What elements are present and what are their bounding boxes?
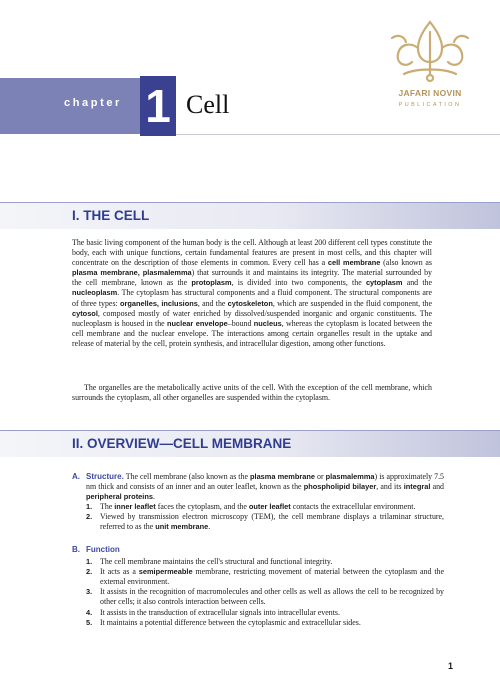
- function-list: [72, 557, 444, 628]
- subsection-letter: B.: [72, 545, 80, 554]
- key-term: plasma membrane, plasmalemma: [72, 268, 192, 278]
- chapter-title: Cell: [186, 90, 230, 119]
- text-run: , and the: [197, 298, 228, 308]
- logo-subtitle: PUBLICATION: [398, 102, 462, 108]
- key-term: integral: [403, 482, 431, 492]
- list-item: [72, 557, 444, 567]
- text-run: The cell membrane maintains the cell's structural and functional integrity.: [100, 557, 333, 567]
- key-term: plasmalemma: [325, 472, 375, 481]
- key-term: inner leaflet: [114, 502, 156, 512]
- list-number: 2.: [86, 512, 93, 522]
- text-run: (also known as: [380, 258, 432, 268]
- key-term: peripheral proteins: [86, 492, 153, 502]
- text-run: ) that surrounds it and maintains its integrity. The material surrounded by the cell membrane, known as the: [72, 268, 432, 288]
- text-run: , whereas the cytoplasm is located between the cell membrane and the nuclear envelope. The interactions among certain organelles result in the uptake and release of material by the cell, protein synthesis, and intracellular digestion, among other functions.: [72, 318, 432, 348]
- text-run: and the: [402, 278, 432, 288]
- publisher-logo: [384, 18, 476, 130]
- list-item: [72, 502, 444, 512]
- chapter-rule: [176, 134, 500, 135]
- text-run: ) is approximately 7.5 nm thick and consists of an inner and an outer leaflet, known as the: [86, 472, 445, 492]
- text-run: .: [208, 522, 211, 532]
- chapter-number: 1: [145, 80, 171, 132]
- page-number: 1: [448, 661, 454, 671]
- text-run: The cell membrane (also known as the: [123, 472, 250, 481]
- text-run: , is divided into two components, the: [231, 278, 366, 288]
- list-text: [100, 567, 444, 587]
- list-text: [100, 502, 444, 512]
- text-run: It maintains a potential difference between the cytoplasmic and extracellular sides.: [100, 617, 361, 627]
- key-term: nucleus: [253, 318, 282, 328]
- list-text: [100, 557, 444, 567]
- key-term: cytosol: [72, 308, 98, 318]
- list-text: [100, 587, 444, 607]
- key-term: protoplasm: [191, 278, 232, 288]
- list-item: [72, 587, 444, 607]
- list-number: 4.: [86, 607, 93, 617]
- logo-name: JAFARI NOVIN: [398, 88, 462, 98]
- structure-list: [72, 502, 444, 532]
- key-term: organelles, inclusions: [119, 298, 198, 308]
- text-run: membrane, restricting movement of material between the cytoplasm and the external environment.: [100, 567, 444, 587]
- key-term: unit membrane: [155, 522, 209, 532]
- text-run: . The cytoplasm has structural components and a fluid component. The structural components are of three types:: [72, 288, 432, 308]
- list-text: [100, 512, 444, 532]
- text-run: or: [314, 472, 326, 481]
- paragraph-cell-intro: [72, 238, 432, 349]
- text-run: contacts the extracellular environment.: [290, 502, 416, 512]
- subsection-intro: [86, 472, 444, 502]
- text-run: It acts as a: [100, 567, 139, 577]
- key-term: nucleoplasm: [72, 288, 118, 298]
- paragraph-organelles: The organelles are the metabolically active units of the cell. With the exception of the cell membrane, which surrounds the cytoplasm, all other organelles are suspended within the cytoplasm.: [72, 383, 432, 403]
- list-text: [100, 608, 444, 618]
- chapter-label: chapter: [64, 97, 122, 109]
- key-term: cytoplasm: [365, 278, 403, 288]
- key-term: plasma membrane: [250, 472, 315, 481]
- list-number: 5.: [86, 617, 93, 627]
- list-item: [72, 618, 444, 628]
- text-run: It assists in the transduction of extracellular signals into intracellular events.: [100, 607, 340, 617]
- text-run: The: [100, 502, 115, 512]
- text-run: and: [430, 482, 444, 492]
- section-header-cell-membrane: [0, 430, 500, 457]
- list-item: [72, 567, 444, 587]
- text-run: , and its: [376, 482, 404, 492]
- list-number: 1.: [86, 502, 93, 512]
- list-item: [72, 512, 444, 532]
- subsection-label: Structure.: [86, 472, 124, 481]
- key-term: cell membrane: [327, 258, 381, 268]
- section-title: I. THE CELL: [72, 208, 150, 223]
- section-title: II. OVERVIEW—CELL MEMBRANE: [72, 436, 292, 451]
- key-term: outer leaflet: [248, 502, 291, 512]
- text-run: , which are suspended in the fluid component, the: [272, 298, 432, 308]
- text-run: Viewed by transmission electron microscopy (TEM), the cell membrane displays a trilaminar structure, referred to as the: [100, 512, 444, 532]
- key-term: phospholipid bilayer: [303, 482, 377, 492]
- text-run: .: [152, 492, 155, 502]
- list-number: 1.: [86, 557, 93, 567]
- list-text: [100, 618, 444, 628]
- list-number: 3.: [86, 587, 93, 597]
- text-run: It assists in the recognition of macromolecules and other cells as well as allows the cell to be recognized by other cells; it also controls interaction between cells.: [100, 587, 444, 607]
- key-term: semipermeable: [138, 567, 193, 577]
- subsection-structure: [72, 472, 444, 533]
- text-run: , composed mostly of water enriched by dissolved/suspended inorganic and organic constituents. The nucleoplasm is housed in the: [72, 308, 432, 328]
- list-item: [72, 608, 444, 618]
- crown-emblem-icon: [388, 18, 472, 84]
- key-term: nuclear envelope: [167, 318, 228, 328]
- key-term: cytoskeleton: [227, 298, 273, 308]
- text-run: The basic living component of the human body is the cell. Although at least 200 different cell types constitute the body, each with unique functions, certain fundamental features are present in most cells, and this chapter will concentrate on the description of those elements in common. Every cell has a: [72, 238, 432, 268]
- subsection-label: Function: [86, 545, 120, 554]
- section-header-the-cell: [0, 202, 500, 229]
- subsection-function: [72, 545, 444, 628]
- list-number: 2.: [86, 567, 93, 577]
- subsection-letter: A.: [72, 472, 80, 481]
- text-run: –bound: [227, 318, 254, 328]
- text-run: faces the cytoplasm, and the: [155, 502, 249, 512]
